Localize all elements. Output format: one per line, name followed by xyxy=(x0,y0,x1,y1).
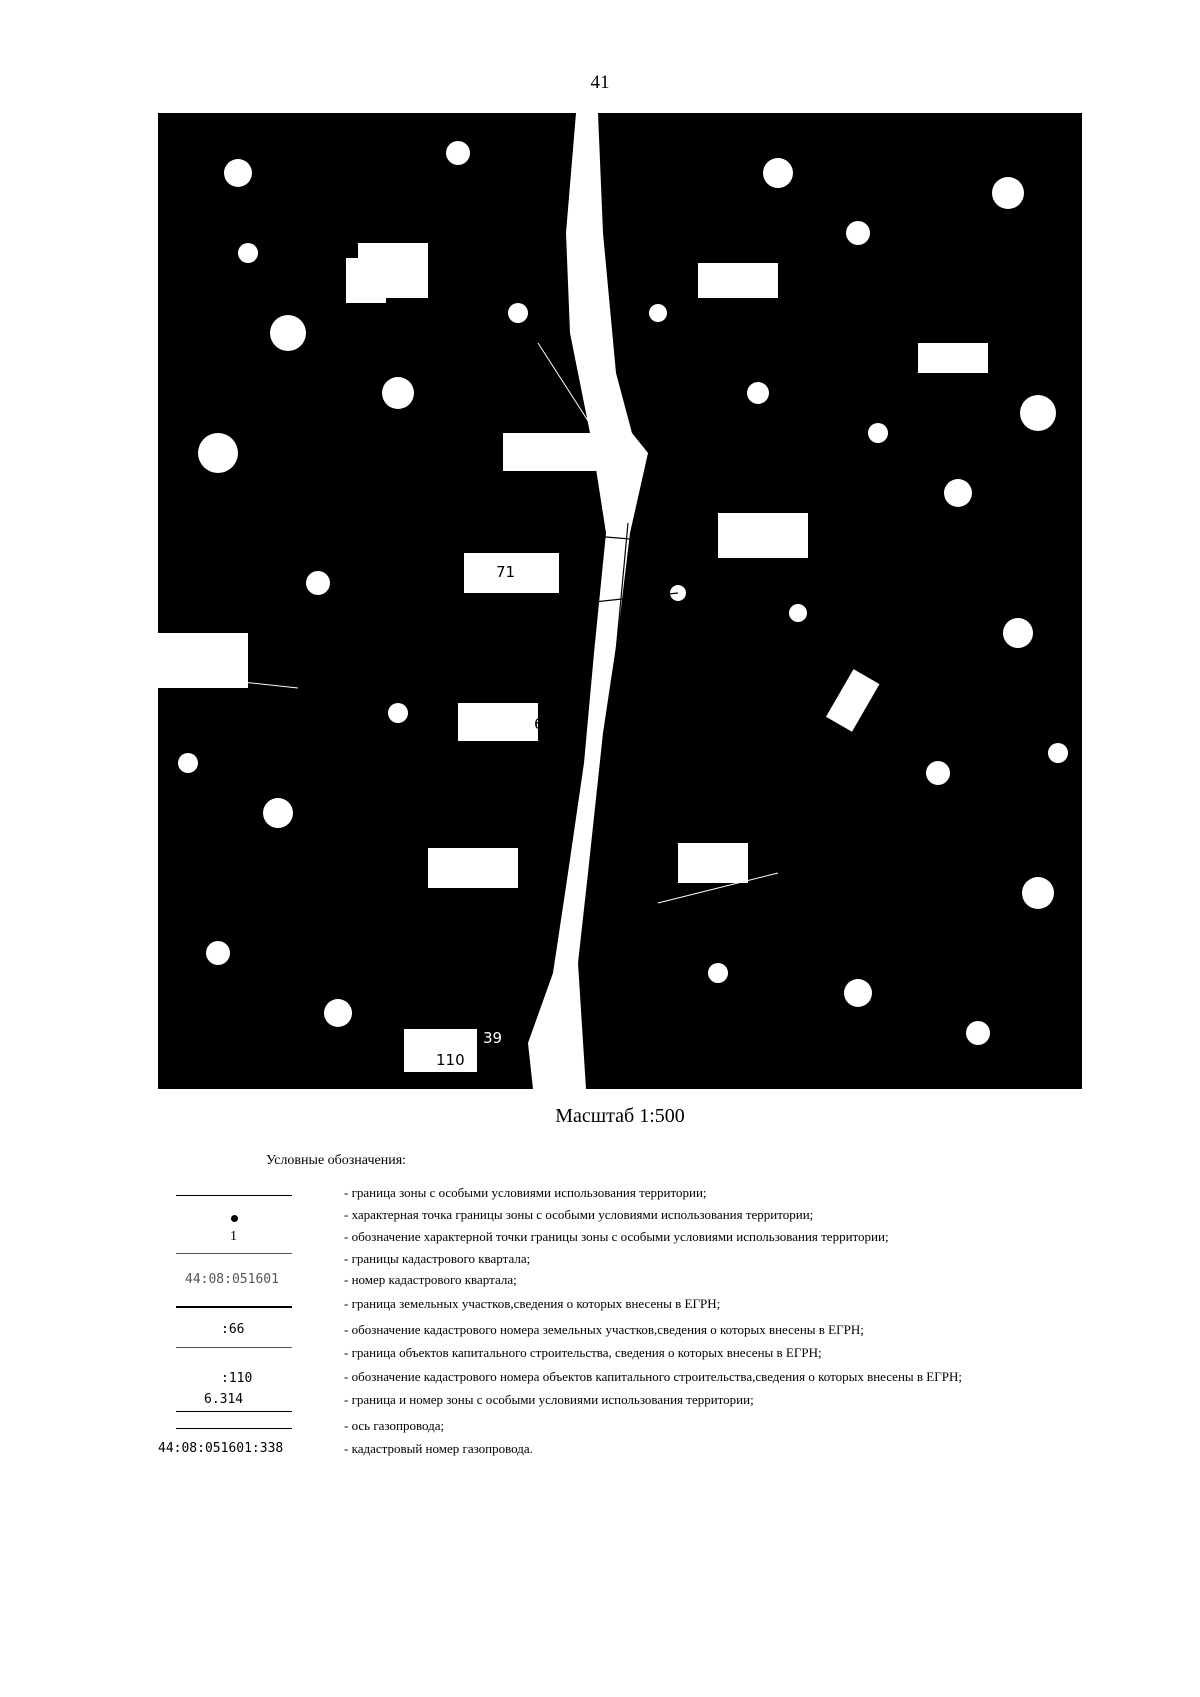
point-number-symbol: 1 xyxy=(230,1229,237,1244)
legend-item xyxy=(0,1392,1200,1412)
legend-item xyxy=(0,1296,1200,1316)
legend-item xyxy=(0,1418,1200,1438)
legend-text: - граница зоны с особыми условиями использования территории; xyxy=(344,1185,707,1200)
label-gas-pipeline: 44:08:051601:338 xyxy=(658,696,798,714)
label-point-10: 0 xyxy=(645,744,655,762)
legend-item xyxy=(0,1322,1200,1342)
label-capital-110: 110 xyxy=(436,1051,465,1069)
parcel-number-symbol: :66 xyxy=(221,1322,245,1337)
legend-item xyxy=(0,1272,1200,1292)
zone-boundary-symbol xyxy=(176,1195,292,1196)
building xyxy=(428,848,518,888)
legend-item xyxy=(0,1185,1200,1205)
label-point-9: 9 xyxy=(648,702,658,720)
legend-item xyxy=(0,1369,1200,1389)
legend-text: - границы кадастрового квартала; xyxy=(344,1251,531,1266)
legend-text: - обозначение кадастрового номера земельных участков,сведения о которых внесены в ЕГРН; xyxy=(344,1322,864,1337)
building xyxy=(503,433,598,471)
building xyxy=(678,843,748,883)
label-marker-3: 3 xyxy=(813,514,823,532)
legend-text: - граница объектов капитального строительства, сведения о которых внесены в ЕГРН; xyxy=(344,1345,822,1360)
legend-item xyxy=(0,1229,1200,1249)
building xyxy=(918,343,988,373)
zone-number-underline xyxy=(176,1411,292,1412)
building xyxy=(158,633,248,688)
legend-item xyxy=(0,1345,1200,1365)
legend-item xyxy=(0,1441,1200,1461)
label-point-4: 4 xyxy=(613,929,623,947)
parcel-boundary-symbol xyxy=(176,1306,292,1308)
legend-title: Условные обозначения: xyxy=(266,1153,407,1168)
point-symbol xyxy=(231,1215,238,1222)
zone-number-symbol: 6.314 xyxy=(204,1392,244,1407)
gas-number-symbol: 44:08:051601:338 xyxy=(158,1441,284,1456)
legend-text: - обозначение характерной точки границы зоны с особыми условиями использования территории; xyxy=(344,1229,889,1244)
capital-number-symbol: :110 xyxy=(221,1371,253,1386)
scale-caption: Масштаб 1:500 xyxy=(555,1105,685,1127)
building xyxy=(698,263,778,298)
label-zone: 6.3 xyxy=(638,839,662,857)
building xyxy=(458,703,538,741)
quarter-number-symbol: 44:08:051601 xyxy=(185,1272,279,1287)
legend-text: - ось газопровода; xyxy=(344,1418,445,1433)
legend-text: - обозначение кадастрового номера объектов капитального строительства,сведения о которых внесены в ЕГРН; xyxy=(344,1369,962,1384)
aerial-map[interactable] xyxy=(158,113,1082,1089)
building xyxy=(718,513,808,558)
page-number: 41 xyxy=(590,72,610,93)
legend-text: - номер кадастрового квартала; xyxy=(344,1272,517,1287)
label-point-39: 39 xyxy=(483,1029,503,1047)
label-parcel-171: 71 xyxy=(496,563,516,581)
quarter-boundary-symbol xyxy=(176,1253,292,1254)
legend-text: - кадастровый номер газопровода. xyxy=(344,1441,533,1456)
building xyxy=(346,258,386,303)
label-point-5: 5 xyxy=(620,901,630,919)
legend-item xyxy=(0,1251,1200,1271)
legend-text: - характерная точка границы зоны с особыми условиями использования территории; xyxy=(344,1207,814,1222)
legend-text: - граница земельных участков,сведения о которых внесены в ЕГРН; xyxy=(344,1296,721,1311)
map-canvas xyxy=(158,113,1082,1089)
gas-axis-symbol xyxy=(176,1428,292,1429)
label-parcel-166: 66 xyxy=(534,715,554,733)
legend-item xyxy=(0,1207,1200,1227)
legend-text: - граница и номер зоны с особыми условиями использования территории; xyxy=(344,1392,754,1407)
capital-boundary-symbol xyxy=(176,1347,292,1348)
